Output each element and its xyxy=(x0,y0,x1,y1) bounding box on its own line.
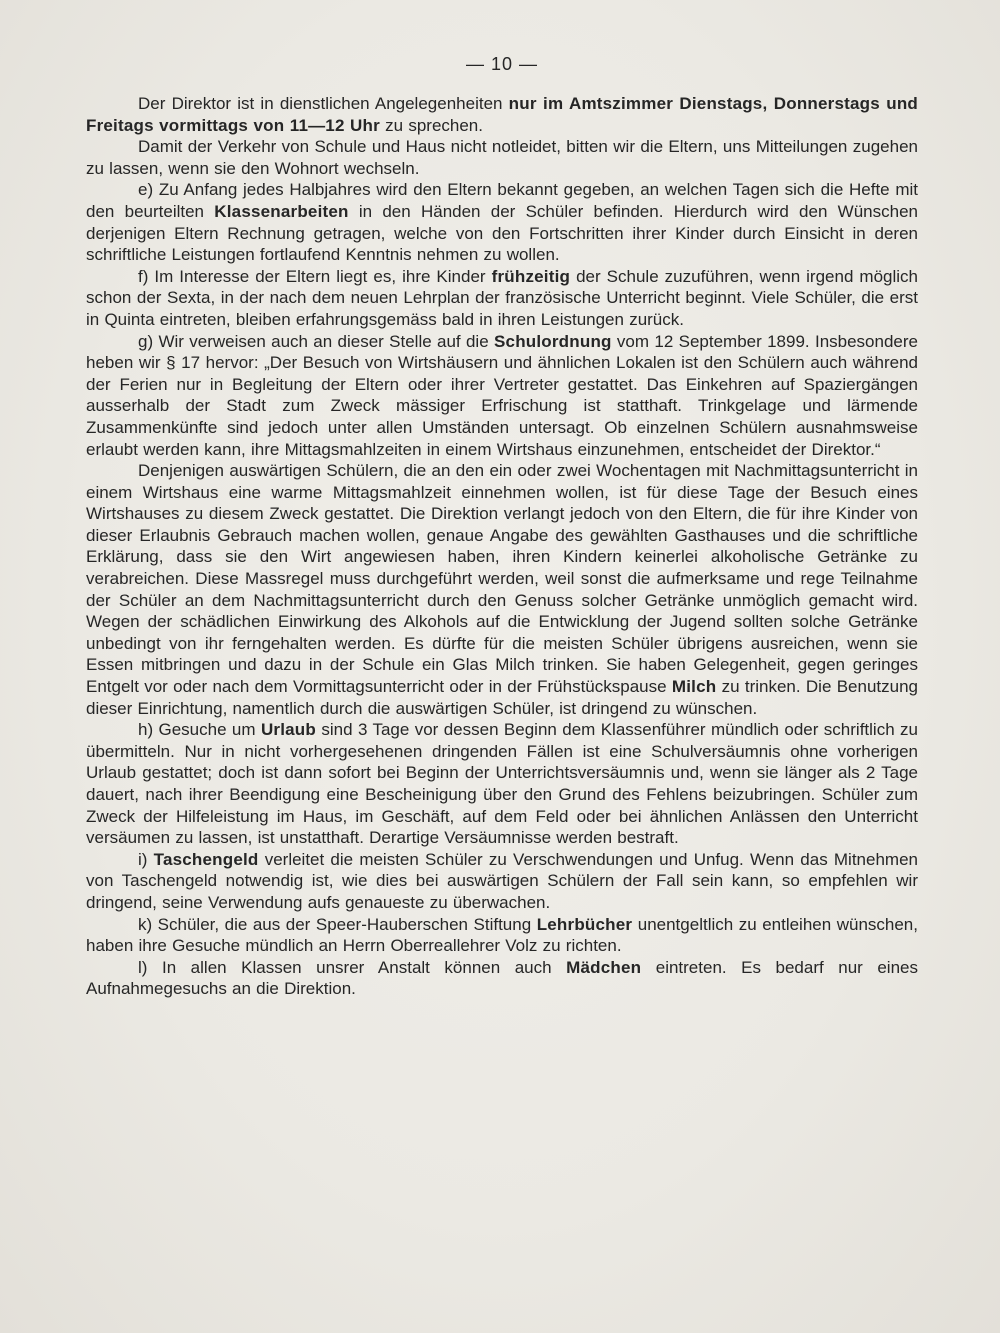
paragraph-text: k) Schüler, die aus der Speer-Hauberschen Stiftung xyxy=(138,914,537,934)
paragraph-text: unentgeltlich zu entleihen wünschen, haben ihre Gesuche mündlich an Herrn Oberreallehrer Volz zu richten. xyxy=(86,914,918,956)
paragraph-text: g) Wir verweisen auch an dieser Stelle auf die xyxy=(138,331,494,351)
paragraph-text: zu trinken. Die Benutzung dieser Einrichtung, namentlich durch die auswärtigen Schüler, ist dringend zu wünschen. xyxy=(86,677,918,718)
emphasis-text: Klassenarbeiten xyxy=(214,201,349,221)
paragraph xyxy=(86,93,918,136)
paragraph-text: Denjenigen auswärtigen Schülern, die an den ein oder zwei Wochentagen mit Nachmittagsunterricht in einem Wirtshaus eine warme Mittagsmahlzeit einnehmen wollen, ist für diese Tage der Besuch eines Wirtshauses zu diesem Zweck gestattet. Die Direktion verlangt jedoch von den Eltern, die für ihre Kinder von dieser Erlaubnis Gebrauch machen wollen, genaue Angabe des gewählten Gasthauses und die schriftliche Erklärung, dass sie den Wirt angewiesen haben, ihren Kindern keinerlei alkoholische Getränke zu verabreichen. Diese Massregel muss durchgeführt werden, weil sonst die aufmerksame und rege Teilnahme der Schüler an dem Nachmittagsunterricht durch den Genuss solcher Getränke unmöglich gemacht wird. Wegen der schädlichen Einwirkung des Alkohols auf die Entwicklung der Jugend sollten solche Getränke unbedingt von ihr ferngehalten werden. Es dürfte für die meisten Schüler übrigens ausreichen, wenn sie Essen mitbringen und dazu in der Schule ein Glas Milch trinken. Sie haben Gelegenheit, gegen geringes Entgelt vor oder nach dem Vormittagsunterricht oder in der Frühstückspause xyxy=(86,461,918,697)
paragraph xyxy=(86,460,918,719)
emphasis-text: Schulordnung xyxy=(494,331,612,351)
paragraph-text: eintreten. Es bedarf nur eines Aufnahmegesuchs an die Direktion. xyxy=(86,957,918,999)
paragraph xyxy=(86,849,918,914)
paragraph-text: f) Im Interesse der Eltern liegt es, ihre Kinder xyxy=(138,266,492,286)
paragraph-text: sind 3 Tage vor dessen Beginn dem Klassenführer mündlich oder schriftlich zu übermitteln. Nur in nicht vorhergesehenen dringenden Fällen ist eine Schulversäumnis ohne vorherigen Urlaub gestattet; doch ist dann sofort bei Beginn der Unterrichtsversäumnis und, wenn sie länger als 2 Tage dauert, nach ihrer Beendigung eine Bescheinigung über den Grund des Fehlens beizubringen. Schüler zum Zweck der Hilfeleistung im Haus, im Geschäft, auf dem Feld oder bei ähnlichen Anlässen den Unterricht versäumen zu lassen, ist unstatthaft. Derartige Versäumnisse werden bestraft. xyxy=(86,720,918,848)
emphasis-text: Milch xyxy=(671,677,717,697)
document-body xyxy=(86,93,918,1000)
paragraph-text: zu sprechen. xyxy=(379,115,483,135)
paragraph-text: e) Zu Anfang jedes Halbjahres wird den Eltern bekannt gegeben, an welchen Tagen sich die Hefte mit den beurteilten xyxy=(86,180,918,221)
paragraph xyxy=(86,719,918,849)
emphasis-text: Mädchen xyxy=(566,957,642,977)
paragraph-text: in den Händen der Schüler befinden. Hierdurch wird den Wünschen derjenigen Eltern Rechnung getragen, welche von den Fortschritten ihrer Kinder durch Einsicht in deren schriftliche Leistungen fortlaufend Kenntnis nehmen zu wollen. xyxy=(86,201,918,265)
paragraph xyxy=(86,331,918,461)
paragraph xyxy=(86,914,918,957)
emphasis-text: Urlaub xyxy=(260,720,316,740)
paragraph-text: Der Direktor ist in dienstlichen Angelegenheiten xyxy=(138,94,509,113)
paragraph-text: der Schule zuzuführen, wenn irgend möglich schon der Sexta, in der nach dem neuen Lehrplan der französische Unterricht beginnt. Viele Schüler, die erst in Quinta eintreten, bleiben erfahrungsgemäss bald in ihren Leistungen zurück. xyxy=(86,266,918,329)
paragraph xyxy=(86,179,918,265)
paragraph-text: i) xyxy=(138,849,154,869)
paragraph-text: l) In allen Klassen unsrer Anstalt können auch xyxy=(138,957,567,977)
paragraph-text: h) Gesuche um xyxy=(138,720,261,740)
emphasis-text: Lehrbücher xyxy=(536,914,633,934)
emphasis-text: nur im Amtszimmer Dienstags, Donnerstags und Freitags vormittags von 11—12 Uhr xyxy=(86,94,918,135)
paragraph xyxy=(86,136,918,179)
paragraph xyxy=(86,957,918,1000)
paragraph xyxy=(86,266,918,331)
paragraph-text: Damit der Verkehr von Schule und Haus nicht notleidet, bitten wir die Eltern, uns Mitteilungen zugehen zu lassen, wenn sie den Wohnort wechseln. xyxy=(86,137,918,178)
emphasis-text: frühzeitig xyxy=(491,266,571,286)
paragraph-text: verleitet die meisten Schüler zu Verschwendungen und Unfug. Wenn das Mitnehmen von Taschengeld notwendig ist, wie dies bei auswärtigen Schülern der Fall sein kann, so empfehlen wir dringend, seine Verwendung aufs genaueste zu überwachen. xyxy=(86,849,918,912)
paragraph-text: vom 12 September 1899. Insbesondere heben wir § 17 hervor: „Der Besuch von Wirtshäusern und ähnlichen Lokalen ist den Schülern auch während der Ferien nur in Begleitung der Eltern oder ihrer Vertreter gestattet. Das Einkehren auf Spaziergängen ausserhalb der Stadt zum Zweck mässiger Erfrischung ist statthaft. Trinkgelage und lärmende Zusammenkünfte sind jedoch unter allen Umständen untersagt. Ob einzelnen Schülern ausnahmsweise erlaubt werden kann, ihre Mittagsmahlzeiten in einem Wirtshaus einzunehmen, entscheidet der Direktor.“ xyxy=(86,331,918,459)
page-number: — 10 — xyxy=(465,54,539,74)
emphasis-text: Taschengeld xyxy=(153,849,259,869)
